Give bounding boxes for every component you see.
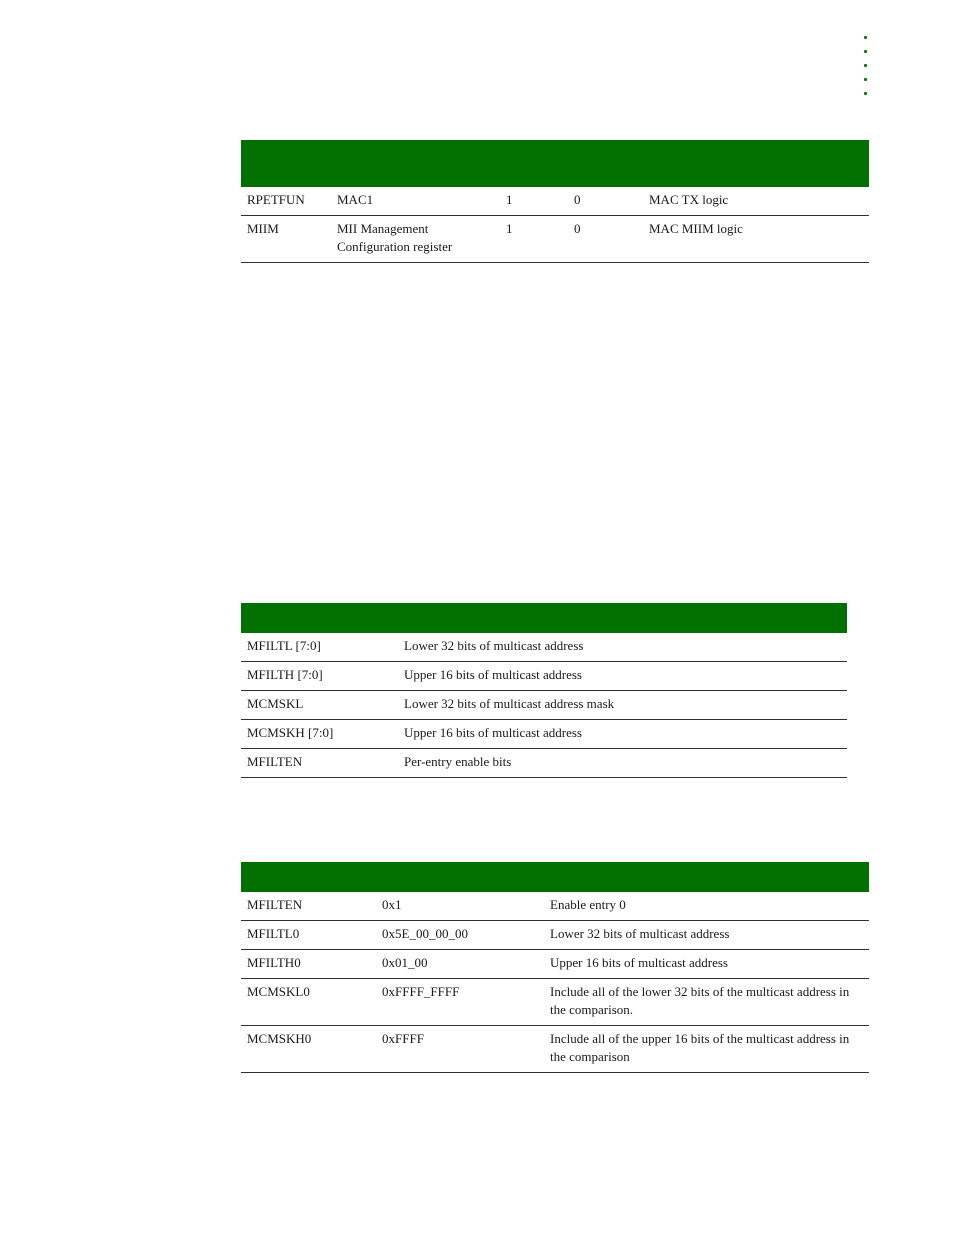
- table-cell: Include all of the upper 16 bits of the multicast address in the comparison: [544, 1026, 869, 1073]
- table-cell: Upper 16 bits of multicast address: [398, 720, 847, 749]
- table-row: [241, 662, 847, 691]
- table-cell: 1: [500, 187, 568, 216]
- table-cell: MFILTL [7:0]: [241, 633, 398, 662]
- table-cell: Lower 32 bits of multicast address: [398, 633, 847, 662]
- table-row: [241, 979, 869, 1026]
- table-cell: 0: [568, 216, 643, 263]
- table-row: [241, 950, 869, 979]
- table-cell: MFILTEN: [241, 749, 398, 778]
- table-header: [241, 140, 869, 187]
- dot: [864, 92, 867, 95]
- table-cell: MCMSKL: [241, 691, 398, 720]
- dot: [864, 64, 867, 67]
- table-cell: MAC MIIM logic: [643, 216, 869, 263]
- table-cell: MII Management Configuration register: [331, 216, 500, 263]
- reset-table: [241, 140, 869, 263]
- table-row: [241, 187, 869, 216]
- table-cell: MAC1: [331, 187, 500, 216]
- multicast-register-table: [241, 603, 847, 778]
- table-header: [241, 603, 847, 633]
- table-cell: MIIM: [241, 216, 331, 263]
- table-row: [241, 720, 847, 749]
- table-cell: MCMSKH0: [241, 1026, 376, 1073]
- table-cell: 0xFFFF: [376, 1026, 544, 1073]
- table-cell: MCMSKH [7:0]: [241, 720, 398, 749]
- table-cell: MFILTH0: [241, 950, 376, 979]
- table-header: [241, 862, 869, 892]
- table-cell: 0xFFFF_FFFF: [376, 979, 544, 1026]
- multicast-example-table: [241, 862, 869, 1073]
- table-row: [241, 892, 869, 921]
- table-cell: Upper 16 bits of multicast address: [544, 950, 869, 979]
- table-cell: 1: [500, 216, 568, 263]
- table-row: [241, 216, 869, 263]
- dot: [864, 36, 867, 39]
- table-row: [241, 749, 847, 778]
- table-cell: 0x01_00: [376, 950, 544, 979]
- table-cell: Per-entry enable bits: [398, 749, 847, 778]
- dot: [864, 78, 867, 81]
- table-row: [241, 1026, 869, 1073]
- margin-dots: [864, 36, 867, 106]
- table-cell: Lower 32 bits of multicast address mask: [398, 691, 847, 720]
- table-cell: Lower 32 bits of multicast address: [544, 921, 869, 950]
- table-cell: 0x1: [376, 892, 544, 921]
- table-row: [241, 921, 869, 950]
- table-row: [241, 691, 847, 720]
- table-cell: Upper 16 bits of multicast address: [398, 662, 847, 691]
- table-cell: 0: [568, 187, 643, 216]
- table-cell: MFILTH [7:0]: [241, 662, 398, 691]
- table-cell: MFILTEN: [241, 892, 376, 921]
- table-cell: MAC TX logic: [643, 187, 869, 216]
- table-cell: Enable entry 0: [544, 892, 869, 921]
- table-cell: 0x5E_00_00_00: [376, 921, 544, 950]
- table-row: [241, 633, 847, 662]
- table-cell: MFILTL0: [241, 921, 376, 950]
- dot: [864, 50, 867, 53]
- table-cell: Include all of the lower 32 bits of the multicast address in the comparison.: [544, 979, 869, 1026]
- table-cell: MCMSKL0: [241, 979, 376, 1026]
- table-cell: RPETFUN: [241, 187, 331, 216]
